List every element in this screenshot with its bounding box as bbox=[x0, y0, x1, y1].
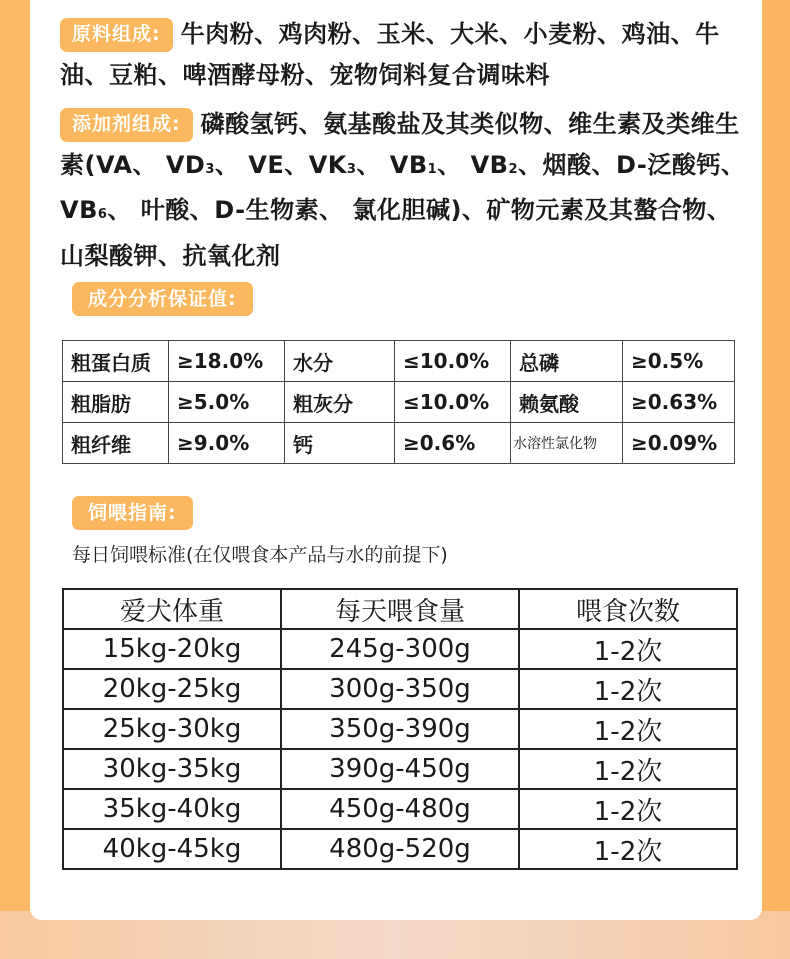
feeding-header-row bbox=[63, 589, 737, 629]
feeding-times: 1-2次 bbox=[519, 829, 737, 869]
analysis-table bbox=[62, 340, 735, 464]
additives-text-2: 、 VE、VK bbox=[214, 150, 347, 179]
feeding-weight: 15kg-20kg bbox=[63, 629, 281, 669]
feeding-weight: 30kg-35kg bbox=[63, 749, 281, 789]
table-row bbox=[63, 749, 737, 789]
feeding-times: 1-2次 bbox=[519, 749, 737, 789]
feeding-header-times: 喂食次数 bbox=[519, 589, 737, 629]
ingredients-label: 原料组成: bbox=[60, 18, 173, 52]
analysis-item-value: ≤10.0% bbox=[395, 341, 511, 382]
feeding-label: 饲喂指南: bbox=[72, 496, 193, 530]
analysis-row bbox=[63, 341, 735, 382]
analysis-item-value: ≥18.0% bbox=[169, 341, 285, 382]
analysis-item-name: 钙 bbox=[285, 423, 395, 464]
analysis-item-value: ≥0.63% bbox=[623, 382, 735, 423]
feeding-table bbox=[62, 588, 738, 870]
analysis-item-name: 赖氨酸 bbox=[511, 382, 623, 423]
info-card bbox=[30, 0, 762, 920]
feeding-times: 1-2次 bbox=[519, 629, 737, 669]
analysis-item-name: 水分 bbox=[285, 341, 395, 382]
additives-label: 添加剂组成: bbox=[60, 108, 193, 142]
additives-sub-3: 1 bbox=[427, 161, 438, 177]
feeding-weight: 25kg-30kg bbox=[63, 709, 281, 749]
feeding-note: 每日饲喂标准(在仅喂食本产品与水的前提下) bbox=[72, 544, 448, 566]
additives-text-6: 、 叶酸、D-生物素、 氯化胆碱)、矿物元素及其螯合物、山梨酸钾、抗氧化剂 bbox=[60, 196, 732, 270]
analysis-row bbox=[63, 423, 735, 464]
feeding-weight: 20kg-25kg bbox=[63, 669, 281, 709]
additives-text-1: 磷酸氢钙、氨基酸盐及其类似物、维生素及类维生素(VA、 VD bbox=[60, 110, 740, 179]
additives-sub-1: 3 bbox=[205, 161, 215, 177]
analysis-item-name: 粗灰分 bbox=[285, 382, 395, 423]
feeding-times: 1-2次 bbox=[519, 669, 737, 709]
analysis-row bbox=[63, 382, 735, 423]
analysis-item-value: ≥0.6% bbox=[395, 423, 511, 464]
analysis-item-value: ≥0.5% bbox=[623, 341, 735, 382]
feeding-header-amount: 每天喂食量 bbox=[281, 589, 519, 629]
analysis-item-name: 粗纤维 bbox=[63, 423, 169, 464]
feeding-weight: 40kg-45kg bbox=[63, 829, 281, 869]
feeding-amount: 450g-480g bbox=[281, 789, 519, 829]
analysis-item-value: ≥5.0% bbox=[169, 382, 285, 423]
feeding-times: 1-2次 bbox=[519, 709, 737, 749]
additives-paragraph bbox=[60, 104, 750, 276]
analysis-item-name: 水溶性氯化物 bbox=[511, 423, 623, 464]
table-row bbox=[63, 629, 737, 669]
feeding-amount: 300g-350g bbox=[281, 669, 519, 709]
analysis-item-value: ≥9.0% bbox=[169, 423, 285, 464]
additives-sub-4: 2 bbox=[508, 161, 518, 177]
analysis-item-value: ≥0.09% bbox=[623, 423, 735, 464]
feeding-amount: 480g-520g bbox=[281, 829, 519, 869]
table-row bbox=[63, 829, 737, 869]
table-row bbox=[63, 669, 737, 709]
analysis-item-name: 粗脂肪 bbox=[63, 382, 169, 423]
additives-text-5: 、烟酸、D-泛酸钙、VB bbox=[60, 150, 746, 224]
feeding-weight: 35kg-40kg bbox=[63, 789, 281, 829]
additives-sub-5: 6 bbox=[97, 207, 108, 222]
feeding-amount: 350g-390g bbox=[281, 709, 519, 749]
feeding-header-weight: 爱犬体重 bbox=[63, 589, 281, 629]
additives-sub-2: 3 bbox=[346, 161, 357, 177]
feeding-amount: 390g-450g bbox=[281, 749, 519, 789]
feeding-amount: 245g-300g bbox=[281, 629, 519, 669]
additives-text-3: 、 VB bbox=[356, 150, 428, 179]
ingredients-text: 牛肉粉、鸡肉粉、玉米、大米、小麦粉、鸡油、牛油、豆粕、啤酒酵母粉、宠物饲料复合调味料 bbox=[60, 20, 720, 89]
additives-text-4: 、 VB bbox=[437, 150, 509, 179]
analysis-item-name: 粗蛋白质 bbox=[63, 341, 169, 382]
feeding-times: 1-2次 bbox=[519, 789, 737, 829]
analysis-label: 成分分析保证值: bbox=[72, 282, 253, 316]
table-row bbox=[63, 789, 737, 829]
ingredients-paragraph bbox=[60, 14, 750, 95]
analysis-item-value: ≤10.0% bbox=[395, 382, 511, 423]
analysis-item-name: 总磷 bbox=[511, 341, 623, 382]
table-row bbox=[63, 709, 737, 749]
